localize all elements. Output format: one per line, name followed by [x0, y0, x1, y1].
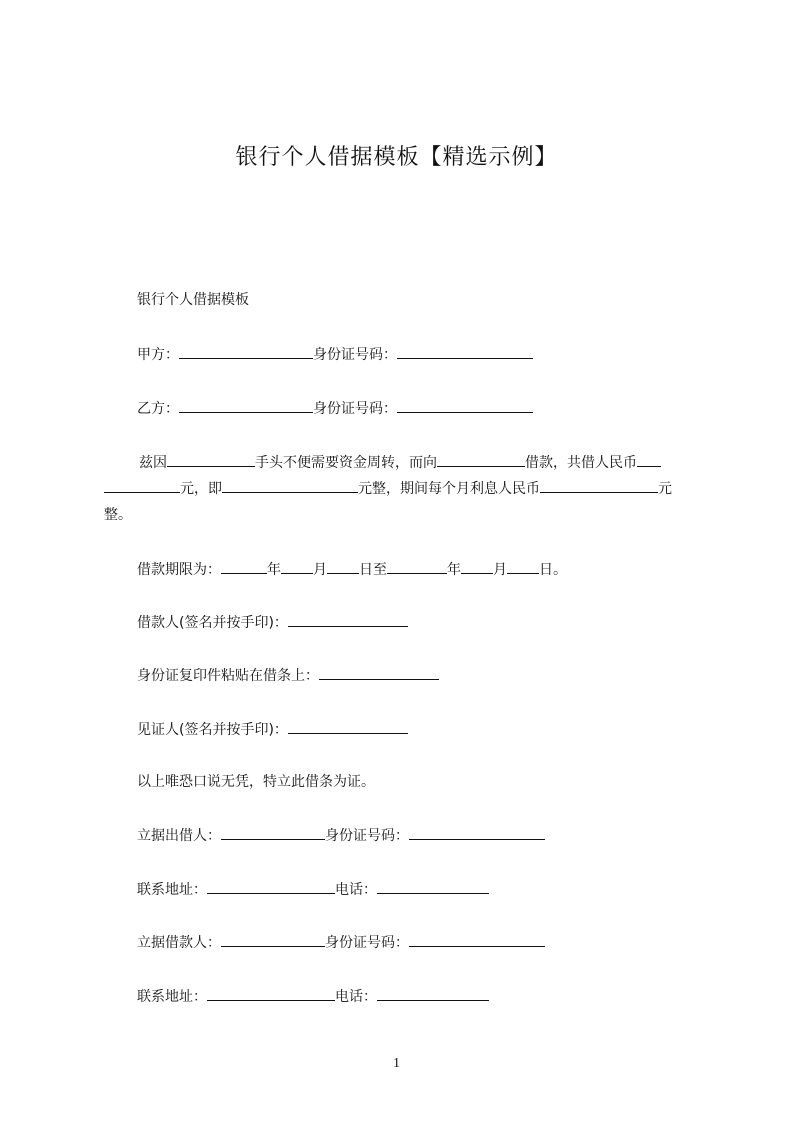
- end-day-blank[interactable]: [507, 559, 539, 574]
- lender-phone-label: 电话：: [335, 882, 377, 898]
- id-copy-blank[interactable]: [319, 665, 439, 680]
- document-title: 银行个人借据模板【精选示例】: [235, 145, 558, 170]
- lender-name-sign-blank[interactable]: [221, 825, 325, 840]
- lender-id-blank[interactable]: [409, 825, 545, 840]
- start-year-blank[interactable]: [221, 559, 267, 574]
- borrower-address-label: 联系地址：: [137, 989, 207, 1005]
- id-copy-line: [137, 665, 439, 686]
- loan-text-1: 兹因: [139, 455, 167, 471]
- borrower-contact-line: [137, 986, 489, 1007]
- amount-words-blank[interactable]: [222, 478, 358, 493]
- interest-blank[interactable]: [540, 478, 658, 493]
- loan-text-3: 借款，共借人民币: [525, 455, 637, 471]
- witness-sign-blank[interactable]: [288, 719, 408, 734]
- start-month-blank[interactable]: [281, 559, 313, 574]
- loan-text-6: 元整。: [104, 481, 672, 523]
- loan-paragraph: [104, 450, 698, 528]
- lender-contact-line: [137, 879, 489, 900]
- term-line: [137, 559, 567, 580]
- end-month-blank[interactable]: [461, 559, 493, 574]
- term-year-text: 年: [267, 562, 281, 578]
- end-year-blank[interactable]: [387, 559, 447, 574]
- page-number: 1: [393, 1056, 400, 1071]
- party-b-id-label: 身份证号码：: [313, 401, 397, 417]
- subtitle: 银行个人借据模板: [137, 292, 249, 308]
- loan-text-2: 手头不便需要资金周转，而向: [255, 455, 437, 471]
- borrower-id-blank[interactable]: [409, 932, 545, 947]
- party-a-label: 甲方：: [137, 347, 179, 363]
- party-a-id-blank[interactable]: [397, 344, 533, 359]
- lender-phone-blank[interactable]: [377, 879, 489, 894]
- lender-label: 立据出借人：: [137, 828, 221, 844]
- borrower-phone-label: 电话：: [335, 989, 377, 1005]
- party-b-name-blank[interactable]: [179, 398, 313, 413]
- borrower-sign-label: 借款人(签名并按手印)：: [137, 615, 288, 631]
- borrower-name-sign-blank[interactable]: [221, 932, 325, 947]
- term-day-end-text: 日。: [539, 562, 567, 578]
- lender-id-label: 身份证号码：: [325, 828, 409, 844]
- party-b-id-blank[interactable]: [397, 398, 533, 413]
- party-b-label: 乙方：: [137, 401, 179, 417]
- witness-line: [137, 719, 408, 740]
- loan-text-4: 元，即: [180, 481, 222, 497]
- borrower-reason-blank[interactable]: [167, 452, 255, 467]
- loan-text-5: 元整，期间每个月利息人民币: [358, 481, 540, 497]
- borrower-id-label: 身份证号码：: [325, 935, 409, 951]
- term-year2-text: 年: [447, 562, 461, 578]
- term-label: 借款期限为：: [137, 562, 221, 578]
- witness-sign-label: 见证人(签名并按手印)：: [137, 722, 288, 738]
- borrower-phone-blank[interactable]: [377, 986, 489, 1001]
- lender-address-blank[interactable]: [207, 879, 335, 894]
- borrower-sign-blank[interactable]: [288, 612, 408, 627]
- borrower-line: [137, 932, 545, 953]
- term-month-text: 月: [313, 562, 327, 578]
- lender-address-label: 联系地址：: [137, 882, 207, 898]
- statement: 以上唯恐口说无凭，特立此借条为证。: [137, 774, 375, 790]
- borrower-sign-line: [137, 612, 408, 633]
- borrower-address-blank[interactable]: [207, 986, 335, 1001]
- lender-name-blank[interactable]: [437, 452, 525, 467]
- party-a-name-blank[interactable]: [179, 344, 313, 359]
- id-copy-label: 身份证复印件粘贴在借条上：: [137, 668, 319, 684]
- borrower-label: 立据借款人：: [137, 935, 221, 951]
- party-a-line: [137, 344, 533, 365]
- term-month2-text: 月: [493, 562, 507, 578]
- party-b-line: [137, 398, 533, 419]
- amount-blank-b[interactable]: [104, 478, 180, 493]
- amount-blank-a[interactable]: [637, 452, 661, 467]
- party-a-id-label: 身份证号码：: [313, 347, 397, 363]
- term-day-to-text: 日至: [359, 562, 387, 578]
- start-day-blank[interactable]: [327, 559, 359, 574]
- lender-line: [137, 825, 545, 846]
